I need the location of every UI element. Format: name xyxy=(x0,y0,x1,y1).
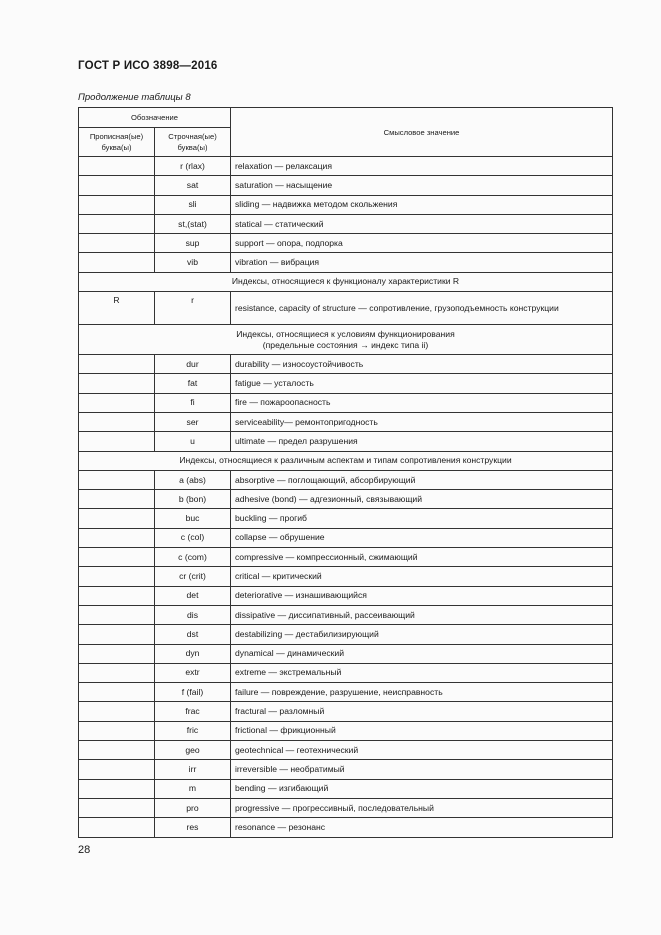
lowercase-cell: f (fail) xyxy=(155,683,231,702)
uppercase-cell xyxy=(79,528,155,547)
meaning-header: Смысловое значение xyxy=(231,108,613,157)
lowercase-cell: vib xyxy=(155,253,231,272)
meaning-cell: compressive — компрессионный, сжимающий xyxy=(231,548,613,567)
table-row xyxy=(79,760,613,779)
lowercase-cell: r xyxy=(155,292,231,325)
lowercase-cell: r (rlax) xyxy=(155,157,231,176)
uppercase-cell xyxy=(79,605,155,624)
table-row xyxy=(79,798,613,817)
lowercase-cell: dis xyxy=(155,605,231,624)
uppercase-cell xyxy=(79,567,155,586)
uppercase-cell xyxy=(79,509,155,528)
table-row xyxy=(79,292,613,325)
table-row xyxy=(79,234,613,253)
meaning-cell: destabilizing — дестабилизирующий xyxy=(231,625,613,644)
section-row xyxy=(79,451,613,470)
uppercase-cell xyxy=(79,234,155,253)
meaning-cell: failure — повреждение, разрушение, неисправность xyxy=(231,683,613,702)
meaning-cell: fractural — разломный xyxy=(231,702,613,721)
uppercase-cell xyxy=(79,644,155,663)
section-heading-operating-conditions xyxy=(79,325,613,355)
table-row xyxy=(79,663,613,682)
lowercase-cell: buc xyxy=(155,509,231,528)
uppercase-cell xyxy=(79,432,155,451)
page-number: 28 xyxy=(78,844,91,856)
lowercase-header: Строчная(ые) буква(ы) xyxy=(155,128,231,157)
table-row xyxy=(79,176,613,195)
uppercase-cell xyxy=(79,470,155,489)
lowercase-cell: extr xyxy=(155,663,231,682)
meaning-cell: frictional — фрикционный xyxy=(231,721,613,740)
table-row xyxy=(79,374,613,393)
uppercase-cell xyxy=(79,355,155,374)
meaning-cell: geotechnical — геотехнический xyxy=(231,741,613,760)
lowercase-cell: sli xyxy=(155,195,231,214)
lowercase-cell: sup xyxy=(155,234,231,253)
uppercase-cell xyxy=(79,214,155,233)
section-heading-line: Индексы, относящиеся к условиям функционирования xyxy=(236,328,455,339)
lowercase-cell: fat xyxy=(155,374,231,393)
table-row xyxy=(79,721,613,740)
meaning-cell: ultimate — предел разрушения xyxy=(231,432,613,451)
uppercase-cell xyxy=(79,741,155,760)
uppercase-cell xyxy=(79,663,155,682)
table-row xyxy=(79,157,613,176)
uppercase-cell: R xyxy=(79,292,155,325)
uppercase-cell xyxy=(79,760,155,779)
lowercase-cell: irr xyxy=(155,760,231,779)
table-row xyxy=(79,548,613,567)
section-heading-r-functional: Индексы, относящиеся к функционалу характеристики R xyxy=(79,272,613,291)
table-row xyxy=(79,644,613,663)
table-row xyxy=(79,432,613,451)
meaning-cell: serviceability— ремонтопригодность xyxy=(231,412,613,431)
table-row xyxy=(79,509,613,528)
lowercase-cell: pro xyxy=(155,798,231,817)
meaning-cell: durability — износоустойчивость xyxy=(231,355,613,374)
meaning-cell: vibration — вибрация xyxy=(231,253,613,272)
table-row xyxy=(79,625,613,644)
meaning-cell: absorptive — поглощающий, абсорбирующий xyxy=(231,470,613,489)
table-row xyxy=(79,490,613,509)
meaning-cell: support — опора, подпорка xyxy=(231,234,613,253)
uppercase-cell xyxy=(79,683,155,702)
lowercase-cell: ser xyxy=(155,412,231,431)
meaning-cell: statical — статический xyxy=(231,214,613,233)
meaning-cell: dissipative — диссипативный, рассеивающий xyxy=(231,605,613,624)
lowercase-cell: c (col) xyxy=(155,528,231,547)
index-table xyxy=(78,107,613,838)
lowercase-cell: st,(stat) xyxy=(155,214,231,233)
meaning-cell: relaxation — релаксация xyxy=(231,157,613,176)
lowercase-cell: dyn xyxy=(155,644,231,663)
meaning-cell: critical — критический xyxy=(231,567,613,586)
meaning-cell: resonance — резонанс xyxy=(231,818,613,837)
uppercase-cell xyxy=(79,818,155,837)
uppercase-cell xyxy=(79,702,155,721)
table-head xyxy=(79,108,613,157)
meaning-cell: saturation — насыщение xyxy=(231,176,613,195)
uppercase-cell xyxy=(79,374,155,393)
uppercase-cell xyxy=(79,412,155,431)
uppercase-cell xyxy=(79,393,155,412)
uppercase-header: Прописная(ые) буква(ы) xyxy=(79,128,155,157)
section-heading-line: (предельные состояния → индекс типа ii) xyxy=(262,339,429,350)
table-row xyxy=(79,195,613,214)
table-row xyxy=(79,741,613,760)
meaning-cell: resistance, capacity of structure — сопротивление, грузоподъемность конструкции xyxy=(231,292,613,325)
table-body xyxy=(79,157,613,838)
lowercase-cell: dst xyxy=(155,625,231,644)
meaning-cell: buckling — прогиб xyxy=(231,509,613,528)
table-row xyxy=(79,412,613,431)
meaning-cell: progressive — прогрессивный, последовательный xyxy=(231,798,613,817)
meaning-cell: deteriorative — изнашивающийся xyxy=(231,586,613,605)
uppercase-cell xyxy=(79,157,155,176)
uppercase-cell xyxy=(79,176,155,195)
meaning-cell: fire — пожароопасность xyxy=(231,393,613,412)
uppercase-cell xyxy=(79,548,155,567)
table-row xyxy=(79,470,613,489)
table-continuation-caption: Продолжение таблицы 8 xyxy=(78,92,191,103)
section-heading-resistance-aspects: Индексы, относящиеся к различным аспектам и типам сопротивления конструкции xyxy=(79,451,613,470)
designation-header: Обозначение xyxy=(79,108,231,128)
table-row xyxy=(79,818,613,837)
table-row xyxy=(79,605,613,624)
uppercase-cell xyxy=(79,798,155,817)
uppercase-cell xyxy=(79,721,155,740)
table-row xyxy=(79,779,613,798)
uppercase-cell xyxy=(79,195,155,214)
meaning-cell: extreme — экстремальный xyxy=(231,663,613,682)
meaning-cell: bending — изгибающий xyxy=(231,779,613,798)
uppercase-cell xyxy=(79,779,155,798)
uppercase-cell xyxy=(79,490,155,509)
lowercase-cell: fric xyxy=(155,721,231,740)
table-row xyxy=(79,528,613,547)
standard-title: ГОСТ Р ИСО 3898—2016 xyxy=(78,60,218,72)
meaning-cell: collapse — обрушение xyxy=(231,528,613,547)
table-row xyxy=(79,355,613,374)
uppercase-cell xyxy=(79,586,155,605)
lowercase-cell: det xyxy=(155,586,231,605)
table-row xyxy=(79,253,613,272)
lowercase-cell: b (bon) xyxy=(155,490,231,509)
meaning-cell: sliding — надвижка методом скольжения xyxy=(231,195,613,214)
lowercase-cell: res xyxy=(155,818,231,837)
lowercase-cell: c (com) xyxy=(155,548,231,567)
table-row xyxy=(79,393,613,412)
lowercase-cell: m xyxy=(155,779,231,798)
lowercase-cell: sat xyxy=(155,176,231,195)
section-row xyxy=(79,272,613,291)
uppercase-cell xyxy=(79,253,155,272)
lowercase-cell: fi xyxy=(155,393,231,412)
table-row xyxy=(79,567,613,586)
lowercase-cell: u xyxy=(155,432,231,451)
table-row xyxy=(79,214,613,233)
table-row xyxy=(79,586,613,605)
lowercase-cell: dur xyxy=(155,355,231,374)
lowercase-cell: geo xyxy=(155,741,231,760)
meaning-cell: dynamical — динамический xyxy=(231,644,613,663)
section-row xyxy=(79,325,613,355)
meaning-cell: irreversible — необратимый xyxy=(231,760,613,779)
lowercase-cell: a (abs) xyxy=(155,470,231,489)
lowercase-cell: frac xyxy=(155,702,231,721)
table-row xyxy=(79,702,613,721)
table-row xyxy=(79,683,613,702)
uppercase-cell xyxy=(79,625,155,644)
lowercase-cell: cr (crit) xyxy=(155,567,231,586)
meaning-cell: adhesive (bond) — адгезионный, связывающий xyxy=(231,490,613,509)
meaning-cell: fatigue — усталость xyxy=(231,374,613,393)
